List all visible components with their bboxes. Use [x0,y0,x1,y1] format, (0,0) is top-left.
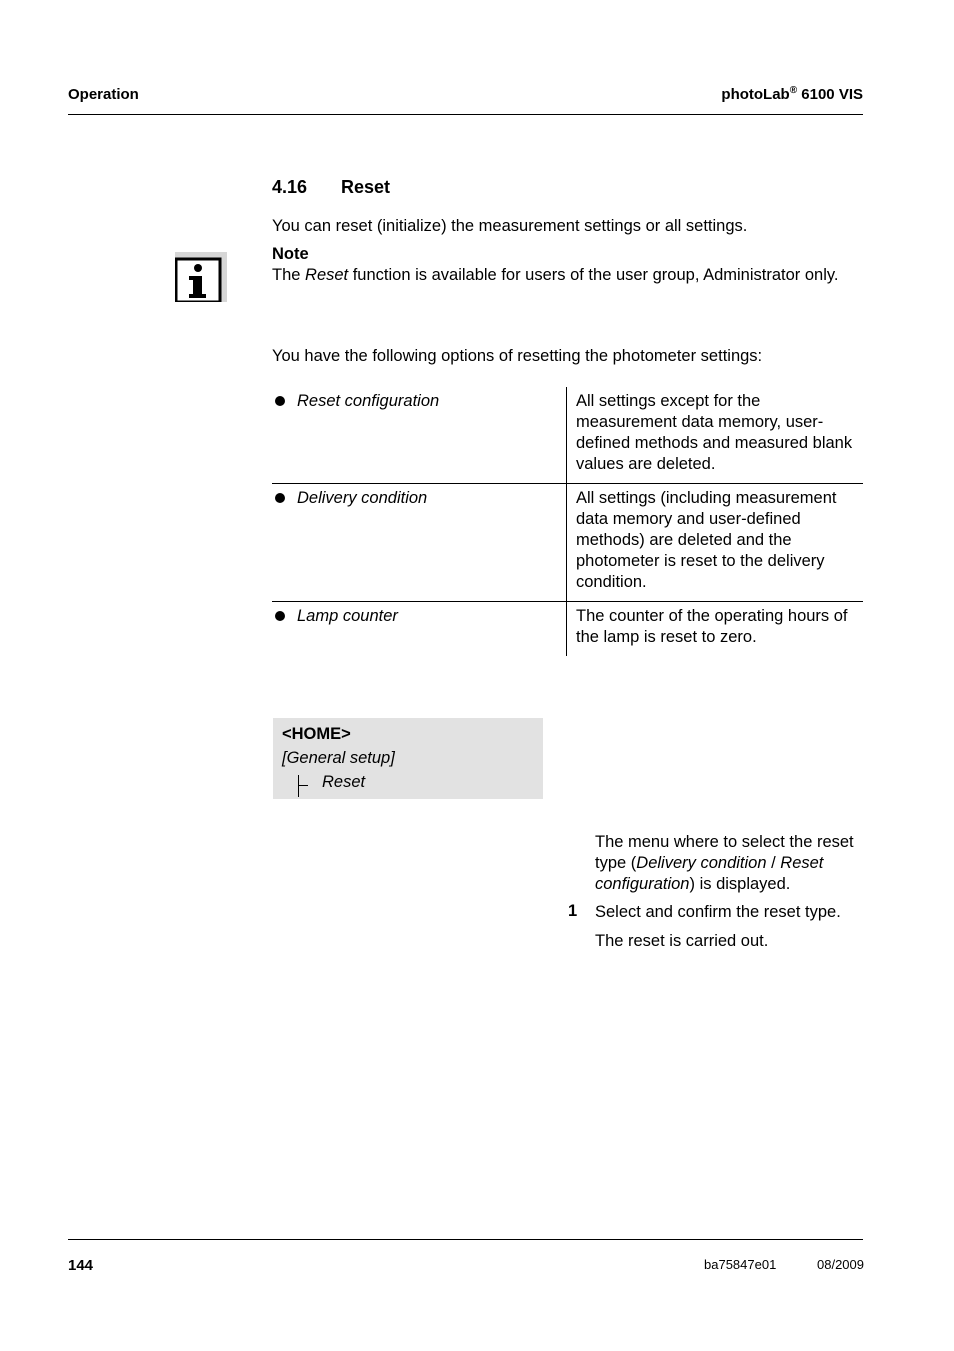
product-name: photoLab [721,86,790,103]
document-id: ba75847e01 [704,1257,777,1272]
menu-general-setup: [General setup] [282,749,395,767]
header-product [721,86,863,103]
table-row [272,602,863,657]
step-intro: The menu where to select the reset type (Delivery condition / Reset configuration) is displayed. [595,833,854,893]
step-number: 1 [568,902,578,920]
table-row [272,484,863,602]
step-result: The reset is carried out. [595,932,769,950]
product-model: 6100 VIS [797,86,863,103]
reset-options-table [272,387,863,656]
option-description: All settings (including measurement data memory and user-defined methods) are deleted and the photometer is reset to the delivery condition. [567,484,864,602]
tree-branch-line [298,785,308,786]
options-intro: You have the following options of resetting the photometer settings: [272,347,763,365]
bullet-icon [275,396,285,406]
option-description: The counter of the operating hours of the lamp is reset to zero. [567,602,864,657]
document-date: 08/2009 [817,1257,864,1272]
intro-text: You can reset (initialize) the measurement settings or all settings. [272,217,748,235]
tree-branch-icon [298,775,299,797]
info-icon [175,252,227,302]
menu-home: <HOME> [282,725,351,743]
footer-rule [68,1239,863,1240]
step-text: Select and confirm the reset type. [595,903,841,921]
option-name: Lamp counter [272,602,567,657]
menu-reset: Reset [322,773,366,791]
option-name: Reset configuration [272,387,567,484]
section-number: 4.16 [272,177,308,197]
note-text: The Reset function is available for users of the user group, Administrator only. [272,266,839,284]
header-rule [68,114,863,115]
note-title: Note [272,245,309,263]
page-number: 144 [68,1257,94,1274]
registered-mark: ® [789,85,798,96]
section-title: Reset [341,177,391,197]
bullet-icon [275,611,285,621]
option-description: All settings except for the measurement data memory, user-defined methods and measured blank values are deleted. [576,392,853,473]
menu-path-box [273,718,543,799]
option-name: Delivery condition [272,484,567,602]
table-row [272,387,863,484]
header-section: Operation [68,86,139,103]
bullet-icon [275,493,285,503]
note-function-name: Reset [305,266,349,284]
